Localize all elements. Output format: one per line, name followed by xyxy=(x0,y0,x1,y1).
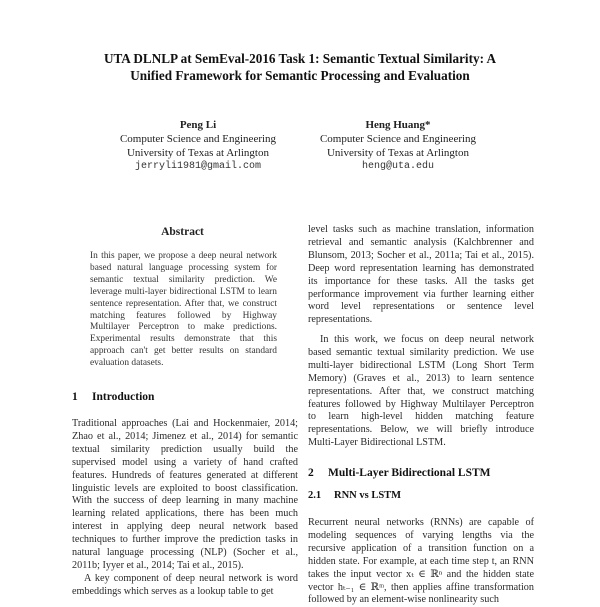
subsection-title: RNN vs LSTM xyxy=(334,490,402,501)
right-paragraph-1: level tasks such as machine translation, information retrieval and semantic analysis (Kalchbrenner and Blunsom, 2013; Socher et al., 2011a; Tai et al., 2015). Deep word representation learning has demonstrated its importance for these tasks. All the tasks get performance improvement via further learning either word level representations or sentence level representations. xyxy=(308,224,534,326)
section-2-heading xyxy=(308,467,491,479)
author-affiliation-univ: University of Texas at Arlington xyxy=(326,147,469,159)
author-name: Heng Huang* xyxy=(365,119,431,131)
abstract-text: In this paper, we propose a deep neural network based natural language processing system for semantic textual similarity prediction. We leverage multi-layer bidirectional LSTM to learn sentence representation. After that, we construct matching features followed by Highway Multilayer Perceptron to make predictions. Experimental results demonstrate that this approach can't get better results on standard evaluation datasets. xyxy=(90,251,277,369)
author-affiliation-dept: Computer Science and Engineering xyxy=(119,133,277,145)
section-title: Multi-Layer Bidirectional LSTM xyxy=(328,467,491,479)
subsection-number: 2.1 xyxy=(308,490,322,501)
intro-paragraph-2: A key component of deep neural network is word embeddings which serves as a lookup table to get xyxy=(72,573,298,597)
subsection-2-1-heading xyxy=(308,490,401,501)
intro-paragraph-1: Traditional approaches (Lai and Hockenmaier, 2014; Zhao et al., 2014; Jimenez et al., 2014) for semantic textual similarity prediction usually build the supervised model using a variety of hand crafted features. Hundreds of features generated at different linguistic levels are exploited to boost classification. With the success of deep learning in many machine learning related applications, there has been much interest in applying deep neural network based techniques to further improve the prediction tasks in natural language processing (NLP) (Socher et al., 2011b; Iyyer et al., 2014; Tai et al., 2015). xyxy=(72,418,298,571)
author-affiliation-univ: University of Texas at Arlington xyxy=(126,147,269,159)
author-affiliation-dept: Computer Science and Engineering xyxy=(319,133,477,145)
rnn-paragraph: Recurrent neural networks (RNNs) are capable of modeling sequences of varying lengths via the recursive application of a transition function on a hidden state. For example, at each time step t, an RNN takes the input vector xₜ ∈ ℝⁿ and the hidden state vector hₜ₋₁ ∈ ℝᵐ, then applies affine transformation followed by an element-wise nonlinearity such xyxy=(308,517,534,606)
section-1-heading xyxy=(72,391,154,403)
abstract-heading: Abstract xyxy=(161,226,204,238)
author-email: jerryli1981@gmail.com xyxy=(134,161,262,172)
paper-title xyxy=(60,50,540,84)
author-name: Peng Li xyxy=(179,119,217,131)
section-number: 2 xyxy=(308,467,314,479)
title-line-1: UTA DLNLP at SemEval-2016 Task 1: Semantic Textual Similarity: A xyxy=(103,51,497,66)
author-block-1 xyxy=(98,118,298,174)
section-number: 1 xyxy=(72,391,78,403)
right-paragraph-2: In this work, we focus on deep neural network based semantic textual similarity prediction. We use multi-layer bidirectional LSTM (Long Short Term Memory) (Graves et al., 2013) to learn sentence representations. After that, we construct matching features followed by Highway Multilayer Perceptron to learn high-level hidden matching feature representations. Below, we will briefly introduce Multi-Layer Bidirectional LSTM. xyxy=(308,334,534,449)
title-line-2: Unified Framework for Semantic Processing and Evaluation xyxy=(130,68,470,83)
section-title: Introduction xyxy=(92,391,155,403)
author-email: heng@uta.edu xyxy=(361,161,434,172)
author-block-2 xyxy=(298,118,498,174)
